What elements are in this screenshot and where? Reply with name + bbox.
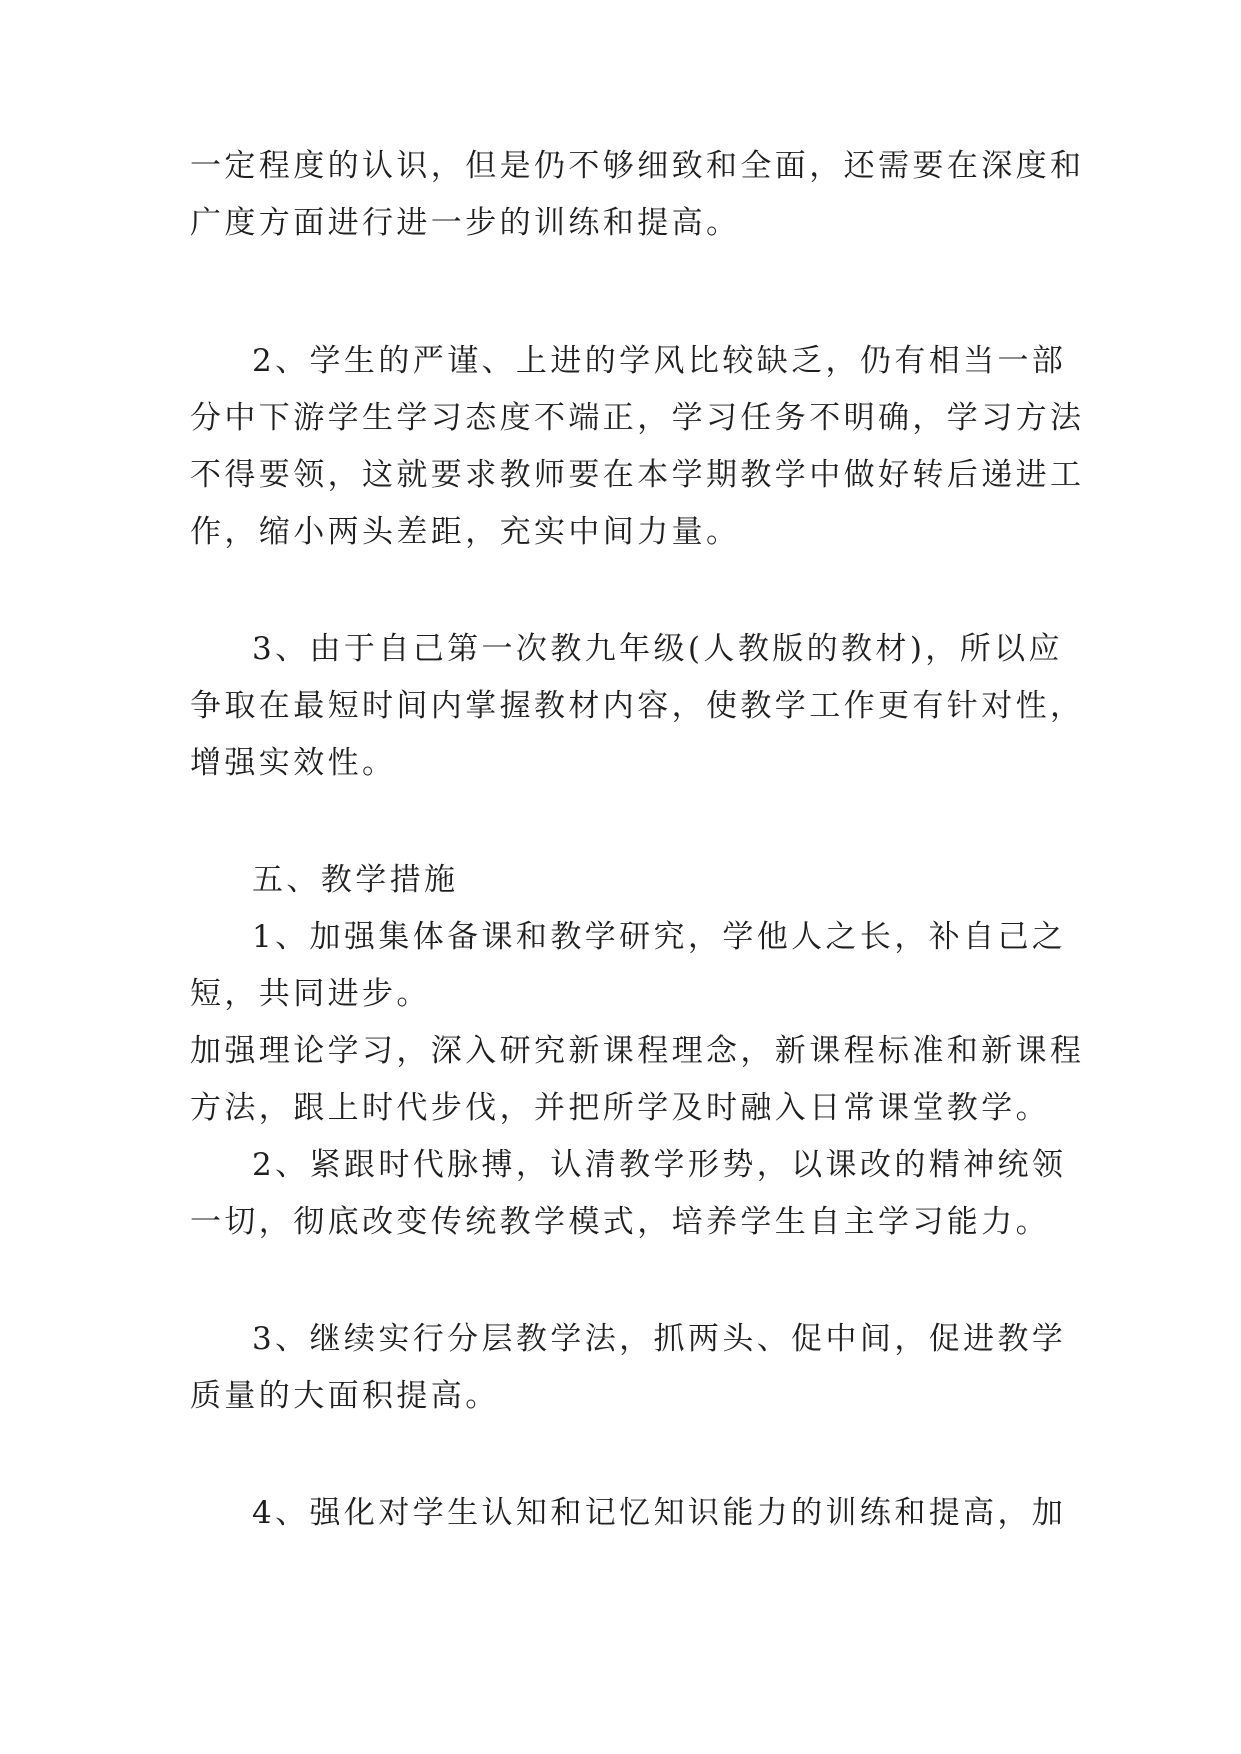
text-line: 增强实效性。 xyxy=(190,745,397,781)
measure-item-2-line: 2、紧跟时代脉搏，认清教学形势，以课改的精神统领 xyxy=(252,1147,1067,1183)
section-heading: 五、教学措施 xyxy=(252,862,459,898)
measure-item-3-line: 3、继续实行分层教学法，抓两头、促中间，促进教学 xyxy=(252,1321,1067,1357)
text-line: 短，共同进步。 xyxy=(190,976,431,1012)
text-line: 一定程度的认识，但是仍不够细致和全面，还需要在深度和 xyxy=(190,148,1085,184)
text-line: 不得要领，这就要求教师要在本学期教学中做好转后递进工 xyxy=(190,457,1085,493)
text-line: 作，缩小两头差距，充实中间力量。 xyxy=(190,514,741,550)
text-line: 加强理论学习，深入研究新课程理念，新课程标准和新课程 xyxy=(190,1033,1085,1069)
measure-item-1-line: 1、加强集体备课和教学研究，学他人之长，补自己之 xyxy=(252,919,1067,955)
text-line: 广度方面进行进一步的训练和提高。 xyxy=(190,205,741,241)
paragraph-item-2-line: 2、学生的严谨、上进的学风比较缺乏，仍有相当一部 xyxy=(252,343,1067,379)
text-line: 争取在最短时间内掌握教材内容，使教学工作更有针对性， xyxy=(190,688,1085,724)
measure-item-4-line: 4、强化对学生认知和记忆知识能力的训练和提高，加 xyxy=(252,1495,1067,1531)
paragraph-item-3-line: 3、由于自己第一次教九年级(人教版的教材)，所以应 xyxy=(252,631,1063,667)
text-line: 一切，彻底改变传统教学模式，培养学生自主学习能力。 xyxy=(190,1204,1050,1240)
text-line: 质量的大面积提高。 xyxy=(190,1378,500,1414)
text-line: 分中下游学生学习态度不端正，学习任务不明确，学习方法 xyxy=(190,400,1085,436)
text-line: 方法，跟上时代步伐，并把所学及时融入日常课堂教学。 xyxy=(190,1090,1050,1126)
